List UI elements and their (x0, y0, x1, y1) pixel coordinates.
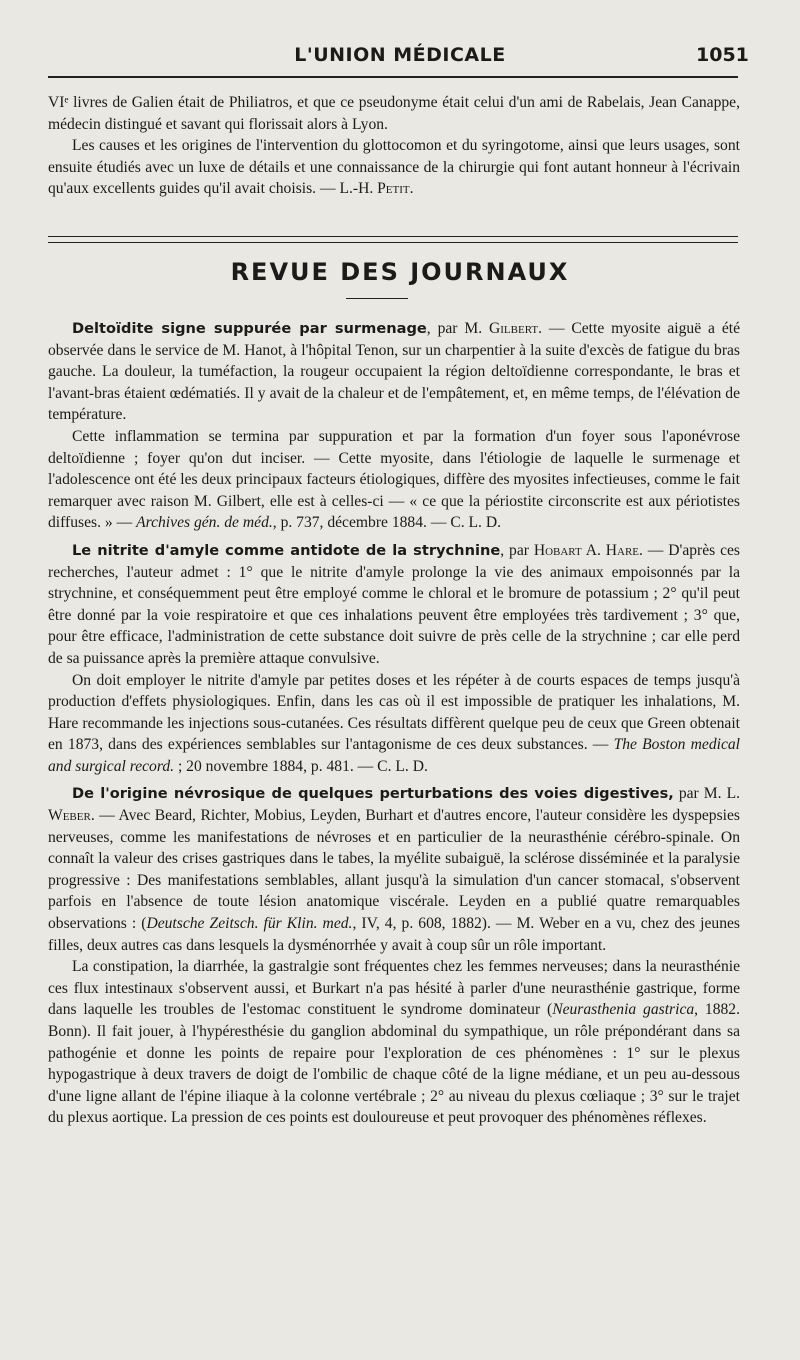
article-1-reference: Archives gén. de méd. (136, 514, 273, 532)
signature: L.-H. Petit. (339, 180, 414, 198)
running-title: L'UNION MÉDICALE (294, 44, 506, 66)
article-3-heading: De l'origine névrosique de quelques perturbations des voies digestives, (72, 785, 674, 803)
article-3-text-2b: , 1882. Bonn). Il fait jouer, à l'hypéresthésie du ganglion abdominal du sympathique, un rôle prépondérant dans sa pathogénie et donne les points de repaire pour l'exploration de ces phénomènes : 1° sur le plexus hypogastrique à deux travers de doigt de l'ombilic de chaque côté de la ligne médiane, et un peu au-dessous d'une ligne allant de l'épine iliaque à la colonne vertébrale ; 2° au niveau du plexus cœliaque ; 3° sur le trajet du plexus aortique. La pression de ces points est douloureuse et peut provoquer des phénomènes réflexes. (48, 1001, 740, 1127)
article-3-paragraph-2 (48, 956, 740, 1129)
article-3-text-b: , IV, 4, p. 608, 1882). — M. Weber en a vu, chez des jeunes filles, deux autres cas dans lesquels la dysménorrhée y avait à coup sûr un rôle important. (48, 915, 740, 954)
article-2-text-2: On doit employer le nitrite d'amyle par petites doses et les répéter à de courts espaces de temps jusqu'à production d'effets physiologiques. Enfin, dans les cas où il est impossible de pratiquer les inhalations, M. Hare recommande les injections sous-cutanées. Ces résultats diffèrent quelque peu de ceux que Green obtenait en 1873, dans des expériences semblables sur l'antagonisme de ces deux substances. — (48, 671, 740, 754)
intro-paragraph-1: VIᵉ livres de Galien était de Philiatros, et que ce pseudonyme était celui d'un ami de Rabelais, Jean Canappe, médecin distingué et savant qui florissait alors à Lyon. (48, 94, 740, 133)
article-3-reference-2: Neurasthenia gastrica (552, 1001, 695, 1019)
article-1-author: Gilbert. (489, 320, 542, 337)
article-1-reference-rest: , p. 737, décembre 1884. — C. L. D. (272, 514, 501, 532)
article-2-heading: Le nitrite d'amyle comme antidote de la strychnine (72, 541, 501, 559)
article-3-text: — Avec Beard, Richter, Mobius, Leyden, Burhart et d'autres encore, l'auteur considère les dyspepsies nerveuses, comme les manifestations de névroses et en particulier de la neurasthénie cérébro-spinale. On connaît la valeur des crises gastriques dans le tabes, la myélite subaiguë, la sclérose disséminée et la paralysie progressive : Des manifestations semblables, allant jusqu'à la simulation d'un cancer stomacal, s'observent parfois en l'absence de toute lésion anatomique viscérale. Leyden en a publié quatre remarquables observations : ( (48, 807, 740, 933)
article-2-text: — D'après ces recherches, l'auteur admet : 1° que le nitrite d'amyle prolonge la vie des animaux empoisonnés par la strychnine, et conséquemment peut être employé comme le chloral et le bromure de potassium ; 2° qu'il peut être donné par la voie respiratoire et que ces inhalations peuvent être employées très tardivement ; 3° que, pour être efficace, l'administration de cette substance doit suivre de près celle de la strychnine ; car elle perd de sa puissance après la première attaque convulsive. (48, 541, 741, 667)
journal-reviews (48, 318, 740, 1129)
article-3-text-2: La constipation, la diarrhée, la gastralgie sont fréquentes chez les femmes nerveuses; dans la neurasthénie ces flux intestinaux s'observent aussi, et Burkart n'a pas hésité à parler d'une neurasthénie gastrique, forme dans laquelle les troubles de l'estomac constituent le syndrome dominateur ( (48, 958, 740, 1019)
article-1-paragraph-2 (48, 426, 740, 534)
article-3-paragraph-1 (48, 783, 740, 956)
article-2-by: , par (500, 541, 534, 559)
article-1-text-2: Cette inflammation se termina par suppuration et par la formation d'un foyer sous l'aponévrose deltoïdienne ; foyer qu'on dut inciser. — Cette myosite, dans l'étiologie de laquelle le surmenage et l'adolescence ont été les deux principaux facteurs étiologiques, diffère des myosites infectieuses, comme le fait remarquer avec raison M. Gilbert, elle est à celles-ci — « ce que la périostite circonscrite est aux périotistes diffuses. » — (48, 427, 740, 532)
article-1-by: , par M. (426, 320, 489, 337)
header-rule (48, 76, 738, 78)
article-2-reference-rest: ; 20 novembre 1884, p. 481. — C. L. D. (174, 757, 428, 775)
double-rule (48, 236, 738, 243)
article-2-paragraph-1 (48, 540, 740, 670)
intro-paragraph-2 (48, 135, 740, 200)
article-2-reference: The Boston medical and surgical record. (48, 736, 740, 775)
intro-paragraph-2-text: Les causes et les origines de l'intervention du glottocomon et du syringotome, ainsi que leurs usages, sont ensuite étudiés avec un luxe de détails et une connaissance de la chirurgie qui font autant honneur à l'écrivain qu'aux excellents guides qu'il avait choisis. — (48, 137, 740, 198)
intro-text (48, 92, 740, 200)
article-2-paragraph-2 (48, 670, 740, 778)
article-3-reference: Deutsche Zeitsch. für Klin. med. (146, 915, 353, 933)
article-1-paragraph-1 (48, 318, 740, 426)
article-2-author: Hobart A. Hare. (533, 541, 643, 559)
article-3-by: par M. L. (673, 785, 740, 803)
section-title: REVUE DES JOURNAUX (230, 258, 570, 286)
article-1-heading: Deltoïdite signe suppurée par surmenage (72, 320, 427, 337)
article-1-text: — Cette myosite aiguë a été observée dans le service de M. Hanot, à l'hôpital Tenon, sur un charpentier à la suite d'excès de fatigue du bras gauche. La douleur, la tuméfaction, la rougeur occupaient la région deltoïdienne correspondante, le bras et l'avant-bras étaient œdématiés. Il y avait de la chaleur et de l'empâtement, et, en même temps, de l'élévation de température. (48, 320, 740, 424)
title-underline (346, 298, 408, 299)
page-number: 1051 (696, 44, 749, 66)
article-3-author: Weber. (48, 807, 95, 825)
page-header (0, 44, 800, 74)
